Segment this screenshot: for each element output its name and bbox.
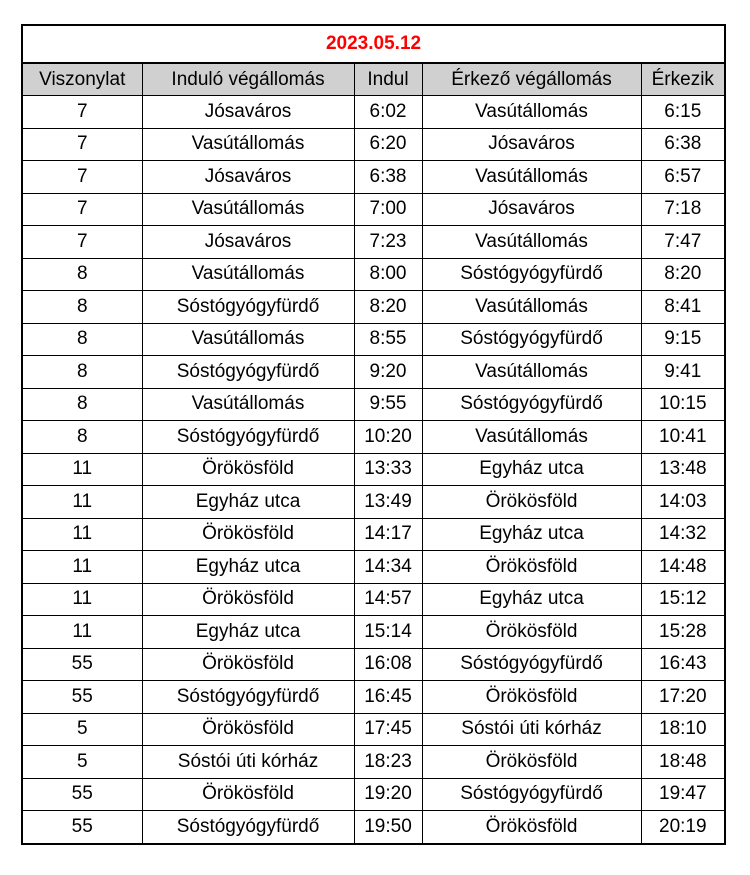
arrival-cell: 13:48 [641, 453, 725, 486]
arrival-cell: 18:48 [641, 746, 725, 779]
header-route: Viszonylat [22, 63, 142, 96]
table-row [22, 811, 725, 844]
origin-cell: Vasútállomás [142, 258, 354, 291]
origin-cell: Sóstógyógyfürdő [142, 421, 354, 454]
departure-cell: 19:50 [354, 811, 422, 844]
origin-cell: Jósaváros [142, 96, 354, 129]
table-row [22, 161, 725, 194]
departure-cell: 16:45 [354, 681, 422, 714]
timetable-body [22, 96, 725, 844]
table-row [22, 453, 725, 486]
arrival-cell: 15:28 [641, 616, 725, 649]
arrival-cell: 19:47 [641, 778, 725, 811]
origin-cell: Sóstógyógyfürdő [142, 681, 354, 714]
departure-cell: 15:14 [354, 616, 422, 649]
departure-cell: 13:49 [354, 486, 422, 519]
departure-cell: 6:20 [354, 128, 422, 161]
arrival-cell: 6:15 [641, 96, 725, 129]
route-cell: 8 [22, 421, 142, 454]
destination-cell: Sóstógyógyfürdő [422, 388, 641, 421]
destination-cell: Sóstógyógyfürdő [422, 258, 641, 291]
route-cell: 7 [22, 128, 142, 161]
destination-cell: Sóstógyógyfürdő [422, 648, 641, 681]
departure-cell: 9:55 [354, 388, 422, 421]
departure-cell: 8:00 [354, 258, 422, 291]
destination-cell: Sóstói úti kórház [422, 713, 641, 746]
origin-cell: Örökösföld [142, 583, 354, 616]
departure-cell: 19:20 [354, 778, 422, 811]
route-cell: 11 [22, 616, 142, 649]
departure-cell: 6:38 [354, 161, 422, 194]
header-departure: Indul [354, 63, 422, 96]
table-row [22, 713, 725, 746]
departure-cell: 8:55 [354, 323, 422, 356]
origin-cell: Örökösföld [142, 518, 354, 551]
departure-cell: 14:17 [354, 518, 422, 551]
origin-cell: Jósaváros [142, 226, 354, 259]
table-row [22, 291, 725, 324]
departure-cell: 13:33 [354, 453, 422, 486]
departure-cell: 8:20 [354, 291, 422, 324]
departure-cell: 18:23 [354, 746, 422, 779]
route-cell: 11 [22, 486, 142, 519]
timetable [21, 24, 726, 845]
origin-cell: Egyház utca [142, 486, 354, 519]
destination-cell: Vasútállomás [422, 291, 641, 324]
table-row [22, 518, 725, 551]
departure-cell: 17:45 [354, 713, 422, 746]
destination-cell: Örökösföld [422, 811, 641, 844]
origin-cell: Vasútállomás [142, 193, 354, 226]
arrival-cell: 14:48 [641, 551, 725, 584]
arrival-cell: 10:15 [641, 388, 725, 421]
departure-cell: 7:23 [354, 226, 422, 259]
route-cell: 5 [22, 713, 142, 746]
route-cell: 7 [22, 96, 142, 129]
origin-cell: Vasútállomás [142, 323, 354, 356]
header-destination: Érkező végállomás [422, 63, 641, 96]
route-cell: 7 [22, 226, 142, 259]
table-row [22, 778, 725, 811]
route-cell: 8 [22, 356, 142, 389]
route-cell: 11 [22, 583, 142, 616]
table-row [22, 486, 725, 519]
arrival-cell: 20:19 [641, 811, 725, 844]
route-cell: 11 [22, 518, 142, 551]
table-row [22, 388, 725, 421]
departure-cell: 14:57 [354, 583, 422, 616]
origin-cell: Sóstói úti kórház [142, 746, 354, 779]
origin-cell: Sóstógyógyfürdő [142, 291, 354, 324]
table-row [22, 128, 725, 161]
destination-cell: Jósaváros [422, 193, 641, 226]
arrival-cell: 6:38 [641, 128, 725, 161]
destination-cell: Vasútállomás [422, 96, 641, 129]
arrival-cell: 9:15 [641, 323, 725, 356]
destination-cell: Vasútállomás [422, 226, 641, 259]
arrival-cell: 10:41 [641, 421, 725, 454]
table-row [22, 648, 725, 681]
arrival-cell: 6:57 [641, 161, 725, 194]
destination-cell: Sóstógyógyfürdő [422, 323, 641, 356]
route-cell: 55 [22, 648, 142, 681]
origin-cell: Örökösföld [142, 453, 354, 486]
origin-cell: Örökösföld [142, 648, 354, 681]
arrival-cell: 8:41 [641, 291, 725, 324]
destination-cell: Jósaváros [422, 128, 641, 161]
table-row [22, 323, 725, 356]
departure-cell: 6:02 [354, 96, 422, 129]
destination-cell: Vasútállomás [422, 161, 641, 194]
table-row [22, 356, 725, 389]
arrival-cell: 14:32 [641, 518, 725, 551]
destination-cell: Egyház utca [422, 518, 641, 551]
arrival-cell: 16:43 [641, 648, 725, 681]
route-cell: 11 [22, 551, 142, 584]
destination-cell: Egyház utca [422, 583, 641, 616]
destination-cell: Sóstógyógyfürdő [422, 778, 641, 811]
route-cell: 8 [22, 323, 142, 356]
route-cell: 7 [22, 193, 142, 226]
table-row [22, 681, 725, 714]
destination-cell: Örökösföld [422, 746, 641, 779]
route-cell: 8 [22, 388, 142, 421]
route-cell: 7 [22, 161, 142, 194]
route-cell: 8 [22, 291, 142, 324]
arrival-cell: 7:18 [641, 193, 725, 226]
table-row [22, 193, 725, 226]
table-row [22, 421, 725, 454]
table-row [22, 96, 725, 129]
table-row [22, 258, 725, 291]
origin-cell: Sóstógyógyfürdő [142, 811, 354, 844]
destination-cell: Örökösföld [422, 486, 641, 519]
origin-cell: Sóstógyógyfürdő [142, 356, 354, 389]
arrival-cell: 18:10 [641, 713, 725, 746]
origin-cell: Egyház utca [142, 551, 354, 584]
arrival-cell: 8:20 [641, 258, 725, 291]
route-cell: 5 [22, 746, 142, 779]
origin-cell: Örökösföld [142, 778, 354, 811]
timetable-sheet [21, 24, 724, 845]
origin-cell: Egyház utca [142, 616, 354, 649]
header-origin: Induló végállomás [142, 63, 354, 96]
table-title: 2023.05.12 [22, 25, 725, 63]
destination-cell: Örökösföld [422, 551, 641, 584]
route-cell: 55 [22, 811, 142, 844]
departure-cell: 9:20 [354, 356, 422, 389]
table-row [22, 583, 725, 616]
destination-cell: Örökösföld [422, 616, 641, 649]
destination-cell: Vasútállomás [422, 356, 641, 389]
table-row [22, 746, 725, 779]
arrival-cell: 17:20 [641, 681, 725, 714]
route-cell: 55 [22, 681, 142, 714]
route-cell: 8 [22, 258, 142, 291]
header-row [22, 63, 725, 96]
table-row [22, 551, 725, 584]
arrival-cell: 9:41 [641, 356, 725, 389]
origin-cell: Vasútállomás [142, 128, 354, 161]
departure-cell: 14:34 [354, 551, 422, 584]
departure-cell: 16:08 [354, 648, 422, 681]
arrival-cell: 15:12 [641, 583, 725, 616]
route-cell: 55 [22, 778, 142, 811]
table-row [22, 616, 725, 649]
departure-cell: 7:00 [354, 193, 422, 226]
origin-cell: Örökösföld [142, 713, 354, 746]
arrival-cell: 14:03 [641, 486, 725, 519]
destination-cell: Egyház utca [422, 453, 641, 486]
origin-cell: Jósaváros [142, 161, 354, 194]
table-row [22, 226, 725, 259]
destination-cell: Vasútállomás [422, 421, 641, 454]
origin-cell: Vasútállomás [142, 388, 354, 421]
departure-cell: 10:20 [354, 421, 422, 454]
arrival-cell: 7:47 [641, 226, 725, 259]
route-cell: 11 [22, 453, 142, 486]
destination-cell: Örökösföld [422, 681, 641, 714]
header-arrival: Érkezik [641, 63, 725, 96]
